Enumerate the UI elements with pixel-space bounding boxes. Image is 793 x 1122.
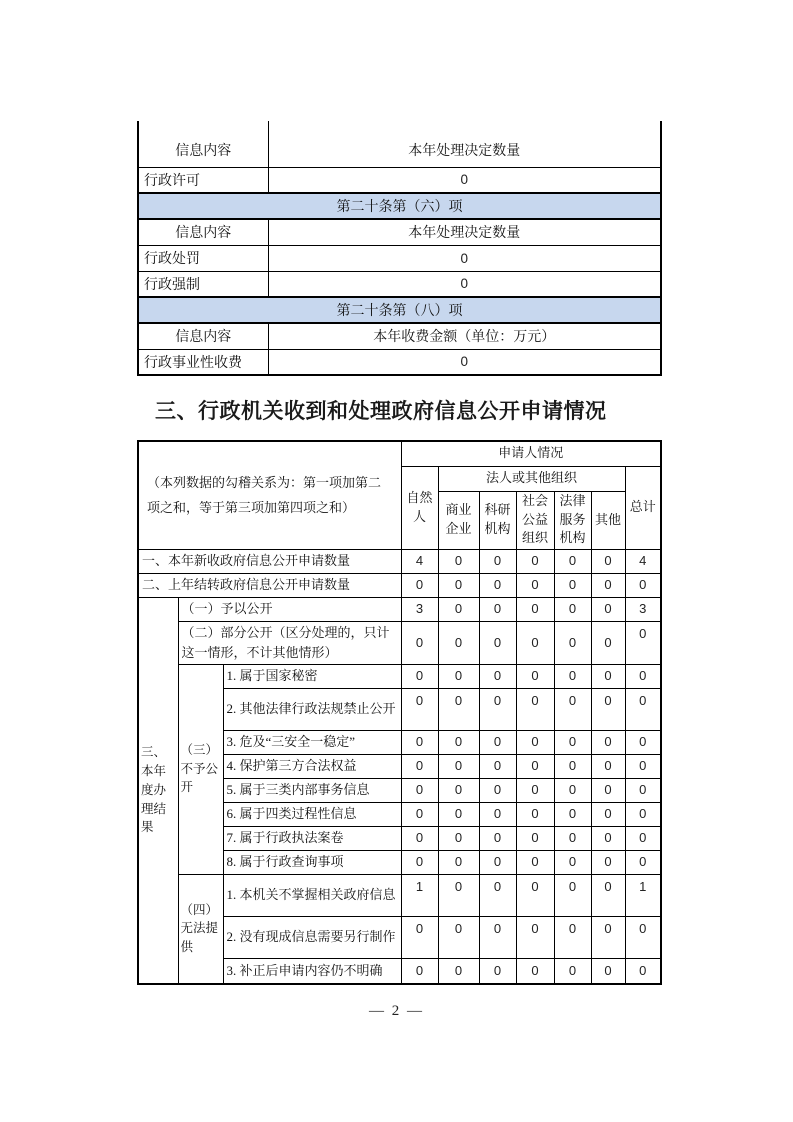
table-row [138,349,661,375]
value-cell: 0 [438,754,479,778]
value-cell: 0 [401,573,438,597]
value-cell: 0 [516,826,554,850]
value-cell: 0 [438,621,479,664]
row-label-cell: （一）予以公开 [178,597,401,621]
value-cell: 0 [516,778,554,802]
value-cell: 0 [268,271,661,297]
value-cell: 0 [479,664,516,688]
total-value-cell: 0 [625,850,661,874]
value-cell: 0 [401,688,438,730]
value-cell: 0 [401,754,438,778]
row-label-cell: 1. 本机关不掌握相关政府信息 [223,874,401,916]
value-cell: 0 [438,916,479,958]
row-label-cell: 行政处罚 [138,245,268,271]
value-cell: 4 [401,549,438,573]
value-cell: 0 [479,549,516,573]
value-cell: 0 [516,664,554,688]
value-cell: 0 [516,730,554,754]
value-cell: 0 [591,688,625,730]
value-cell: 0 [438,549,479,573]
table-row [138,597,661,621]
total-value-cell: 4 [625,549,661,573]
value-cell: 0 [554,664,591,688]
value-cell: 0 [438,778,479,802]
unable-to-provide-group-cell: （四）无法提供 [178,874,223,984]
total-value-cell: 0 [625,664,661,688]
fee-amount-header-cell: 本年收费金额（单位：万元） [268,323,661,349]
value-cell: 0 [554,958,591,984]
value-cell: 0 [554,826,591,850]
row-label-cell: 2. 其他法律行政法规禁止公开 [223,688,401,730]
year-result-group-cell: 三、本年度办理结果 [138,597,178,984]
article-section-header: 第二十条第（八）项 [138,297,661,323]
value-cell: 0 [479,958,516,984]
value-cell: 0 [591,802,625,826]
total-value-cell: 0 [625,958,661,984]
value-cell: 0 [554,549,591,573]
value-cell: 0 [479,826,516,850]
not-disclosed-group-cell: （三）不予公开 [178,664,223,874]
row-label-cell: 一、本年新收政府信息公开申请数量 [138,549,401,573]
total-value-cell: 0 [625,754,661,778]
value-cell: 0 [479,688,516,730]
total-value-cell: 3 [625,597,661,621]
value-cell: 0 [438,874,479,916]
total-value-cell: 0 [625,778,661,802]
value-cell: 0 [591,730,625,754]
value-cell: 0 [554,850,591,874]
natural-person-header: 自然人 [401,466,438,549]
row-label-cell: （二）部分公开（区分处理的，只计这一情形，不计其他情形） [178,621,401,664]
value-cell: 0 [438,688,479,730]
value-cell: 0 [479,916,516,958]
value-cell: 0 [591,850,625,874]
section-heading: 三、行政机关收到和处理政府信息公开申请情况 [155,400,607,423]
value-cell: 0 [516,754,554,778]
value-cell: 0 [516,802,554,826]
commercial-enterprise-header: 商业企业 [438,491,479,549]
value-cell: 0 [268,167,661,193]
row-label-cell: 行政许可 [138,167,268,193]
value-cell: 0 [516,958,554,984]
row-label-cell: 行政事业性收费 [138,349,268,375]
value-cell: 0 [554,778,591,802]
row-label-cell: 二、上年结转政府信息公开申请数量 [138,573,401,597]
value-cell: 0 [591,874,625,916]
total-header: 总计 [625,466,661,549]
value-cell: 0 [401,802,438,826]
table-row [138,874,661,916]
applicant-situation-header: 申请人情况 [401,441,661,466]
value-cell: 0 [591,778,625,802]
section-band-row [138,297,661,323]
value-cell: 0 [479,802,516,826]
value-cell: 0 [554,916,591,958]
value-cell: 0 [554,802,591,826]
table-row [138,573,661,597]
legal-org-header: 法人或其他组织 [438,466,625,491]
value-cell: 0 [479,874,516,916]
research-institute-header: 科研机构 [479,491,516,549]
value-cell: 0 [479,597,516,621]
value-cell: 0 [479,754,516,778]
decision-count-header-cell: 本年处理决定数量 [268,121,661,167]
value-cell: 0 [516,850,554,874]
social-org-header: 社会公益组织 [516,491,554,549]
value-cell: 0 [438,958,479,984]
value-cell: 0 [268,349,661,375]
value-cell: 0 [516,688,554,730]
value-cell: 0 [401,850,438,874]
total-value-cell: 0 [625,826,661,850]
value-cell: 0 [401,916,438,958]
value-cell: 0 [516,621,554,664]
value-cell: 0 [591,826,625,850]
value-cell: 0 [516,874,554,916]
info-content-header-cell: 信息内容 [138,121,268,167]
row-label-cell: 2. 没有现成信息需要另行制作 [223,916,401,958]
table-row [138,245,661,271]
value-cell: 0 [401,621,438,664]
value-cell: 0 [438,826,479,850]
info-content-header-cell: 信息内容 [138,219,268,245]
row-label-cell: 4. 保护第三方合法权益 [223,754,401,778]
info-content-header-cell: 信息内容 [138,323,268,349]
total-value-cell: 0 [625,916,661,958]
value-cell: 0 [591,549,625,573]
article-section-header: 第二十条第（六）项 [138,193,661,219]
value-cell: 0 [479,778,516,802]
value-cell: 0 [401,664,438,688]
value-cell: 0 [591,958,625,984]
total-value-cell: 0 [625,730,661,754]
value-cell: 0 [438,730,479,754]
row-label-cell: 3. 危及“三安全一稳定” [223,730,401,754]
table-row [138,549,661,573]
value-cell: 0 [516,573,554,597]
value-cell: 0 [554,730,591,754]
value-cell: 0 [438,802,479,826]
value-cell: 0 [401,958,438,984]
value-cell: 0 [554,874,591,916]
value-cell: 0 [591,916,625,958]
value-cell: 3 [401,597,438,621]
reconciliation-note-cell: （本列数据的勾稽关系为：第一项加第二项之和，等于第三项加第四项之和） [138,441,401,549]
table-row [138,219,661,245]
row-label-cell: 1. 属于国家秘密 [223,664,401,688]
value-cell: 0 [554,621,591,664]
value-cell: 0 [479,850,516,874]
table-row [138,167,661,193]
value-cell: 0 [591,754,625,778]
value-cell: 0 [554,688,591,730]
value-cell: 0 [438,664,479,688]
table-row [138,121,661,167]
other-header: 其他 [591,491,625,549]
decision-count-header-cell: 本年处理决定数量 [268,219,661,245]
table-row [138,441,661,466]
row-label-cell: 6. 属于四类过程性信息 [223,802,401,826]
value-cell: 0 [438,597,479,621]
legal-service-header: 法律服务机构 [554,491,591,549]
value-cell: 0 [438,850,479,874]
row-label-cell: 8. 属于行政查询事项 [223,850,401,874]
value-cell: 0 [554,597,591,621]
value-cell: 0 [591,597,625,621]
total-value-cell: 0 [625,621,661,664]
value-cell: 0 [516,916,554,958]
row-label-cell: 7. 属于行政执法案卷 [223,826,401,850]
page-number: — 2 — [369,1003,424,1019]
applications-table [137,440,662,985]
value-cell: 0 [591,573,625,597]
table-row [138,621,661,664]
value-cell: 0 [479,621,516,664]
value-cell: 0 [401,778,438,802]
value-cell: 0 [554,573,591,597]
total-value-cell: 0 [625,802,661,826]
value-cell: 0 [401,730,438,754]
value-cell: 0 [479,730,516,754]
value-cell: 1 [401,874,438,916]
value-cell: 0 [591,621,625,664]
value-cell: 0 [516,549,554,573]
value-cell: 0 [479,573,516,597]
value-cell: 0 [268,245,661,271]
row-label-cell: 行政强制 [138,271,268,297]
total-value-cell: 1 [625,874,661,916]
value-cell: 0 [591,664,625,688]
total-value-cell: 0 [625,688,661,730]
value-cell: 0 [401,826,438,850]
section-band-row [138,193,661,219]
value-cell: 0 [554,754,591,778]
row-label-cell: 3. 补正后申请内容仍不明确 [223,958,401,984]
row-label-cell: 5. 属于三类内部事务信息 [223,778,401,802]
value-cell: 0 [438,573,479,597]
total-value-cell: 0 [625,573,661,597]
value-cell: 0 [516,597,554,621]
table-row [138,323,661,349]
table-row [138,271,661,297]
table-row [138,664,661,688]
continuation-table [137,121,662,376]
